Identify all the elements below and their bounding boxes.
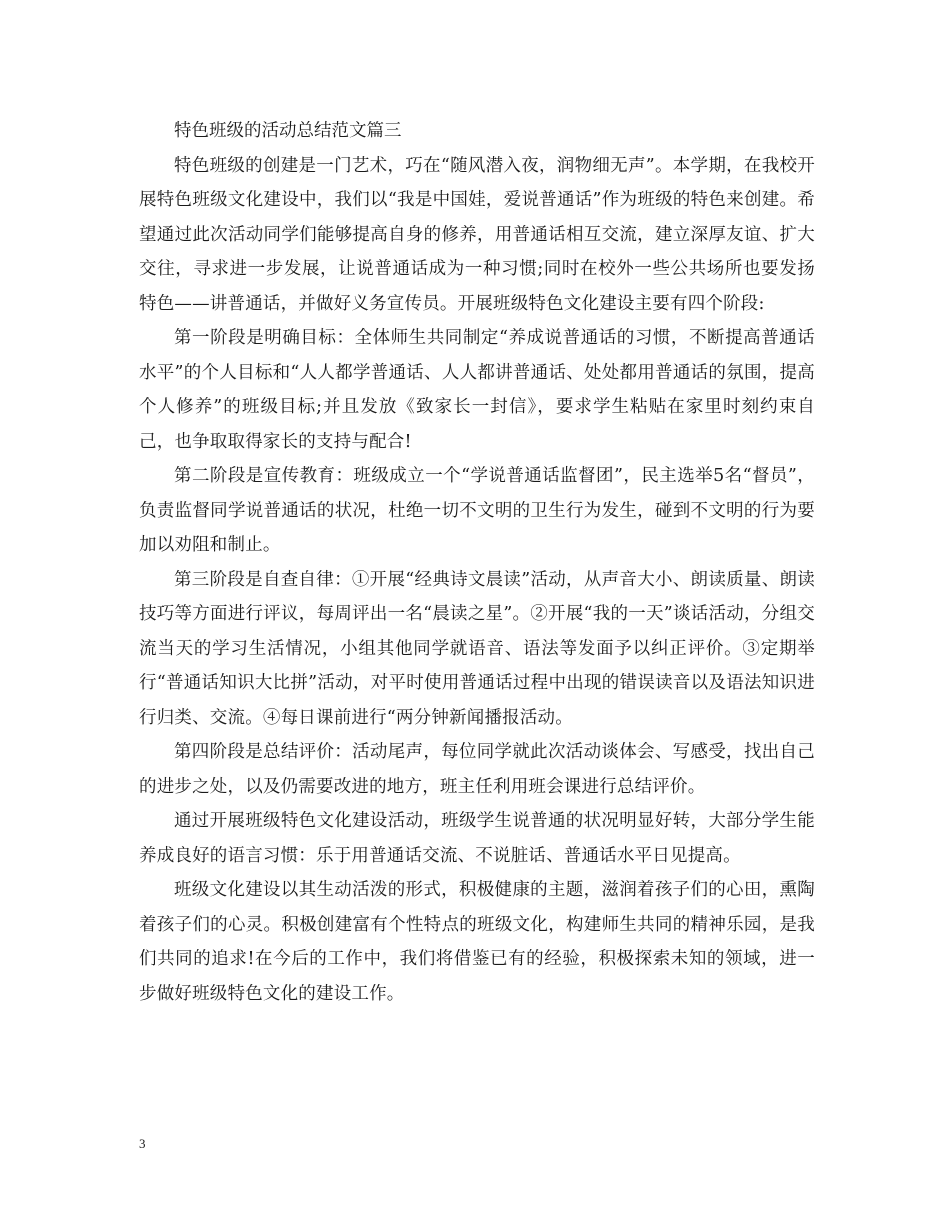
paragraph-intro: 特色班级的创建是一门艺术，巧在“随风潜入夜，润物细无声”。本学期，在我校开展特色班级文化建设中，我们以“我是中国娃，爱说普通话”作为班级的特色来创建。希望通过此次活动同学们能够提高自身的修养，用普通话相互交流，建立深厚友谊、扩大交往，寻求进一步发展，让说普通话成为一种习惯;同时在校外一些公共场所也要发扬特色——讲普通话，并做好义务宣传员。开展班级特色文化建设主要有四个阶段:	[139, 155, 815, 314]
paragraph-stage-one: 第一阶段是明确目标：全体师生共同制定“养成说普通话的习惯，不断提高普通话水平”的个人目标和“人人都学普通话、人人都讲普通话、处处都用普通话的氛围，提高个人修养”的班级目标;并且发放《致家长一封信》，要求学生粘贴在家里时刻约束自己，也争取取得家长的支持与配合!	[139, 328, 815, 452]
paragraph-stage-two: 第二阶段是宣传教育：班级成立一个“学说普通话监督团”，民主选举5名“督员”，负责监督同学说普通话的状况，杜绝一切不文明的卫生行为发生，碰到不文明的行为要加以劝阻和制止。	[139, 466, 815, 555]
document-body	[139, 114, 815, 1011]
page-number: 3	[139, 1136, 146, 1151]
paragraph-stage-four: 第四阶段是总结评价：活动尾声，每位同学就此次活动谈体会、写感受，找出自己的进步之处，以及仍需要改进的地方，班主任利用班会课进行总结评价。	[139, 742, 815, 797]
section-title: 特色班级的活动总结范文篇三	[174, 121, 402, 141]
paragraph-results: 通过开展班级特色文化建设活动，班级学生说普通的状况明显好转，大部分学生能养成良好的语言习惯：乐于用普通话交流、不说脏话、普通话水平日见提高。	[139, 811, 815, 866]
paragraph-stage-three: 第三阶段是自查自律：①开展“经典诗文晨读”活动，从声音大小、朗读质量、朗读技巧等方面进行评议，每周评出一名“晨读之星”。②开展“我的一天”谈话活动，分组交流当天的学习生活情况，小组其他同学就语音、语法等发面予以纠正评价。③定期举行“普通话知识大比拼”活动，对平时使用普通话过程中出现的错误读音以及语法知识进行归类、交流。④每日课前进行“两分钟新闻播报活动。	[139, 569, 815, 728]
paragraph-conclusion: 班级文化建设以其生动活泼的形式，积极健康的主题，滋润着孩子们的心田，熏陶着孩子们的心灵。积极创建富有个性特点的班级文化，构建师生共同的精神乐园，是我们共同的追求!在今后的工作中，我们将借鉴已有的经验，积极探索未知的领域，进一步做好班级特色文化的建设工作。	[139, 880, 815, 1004]
